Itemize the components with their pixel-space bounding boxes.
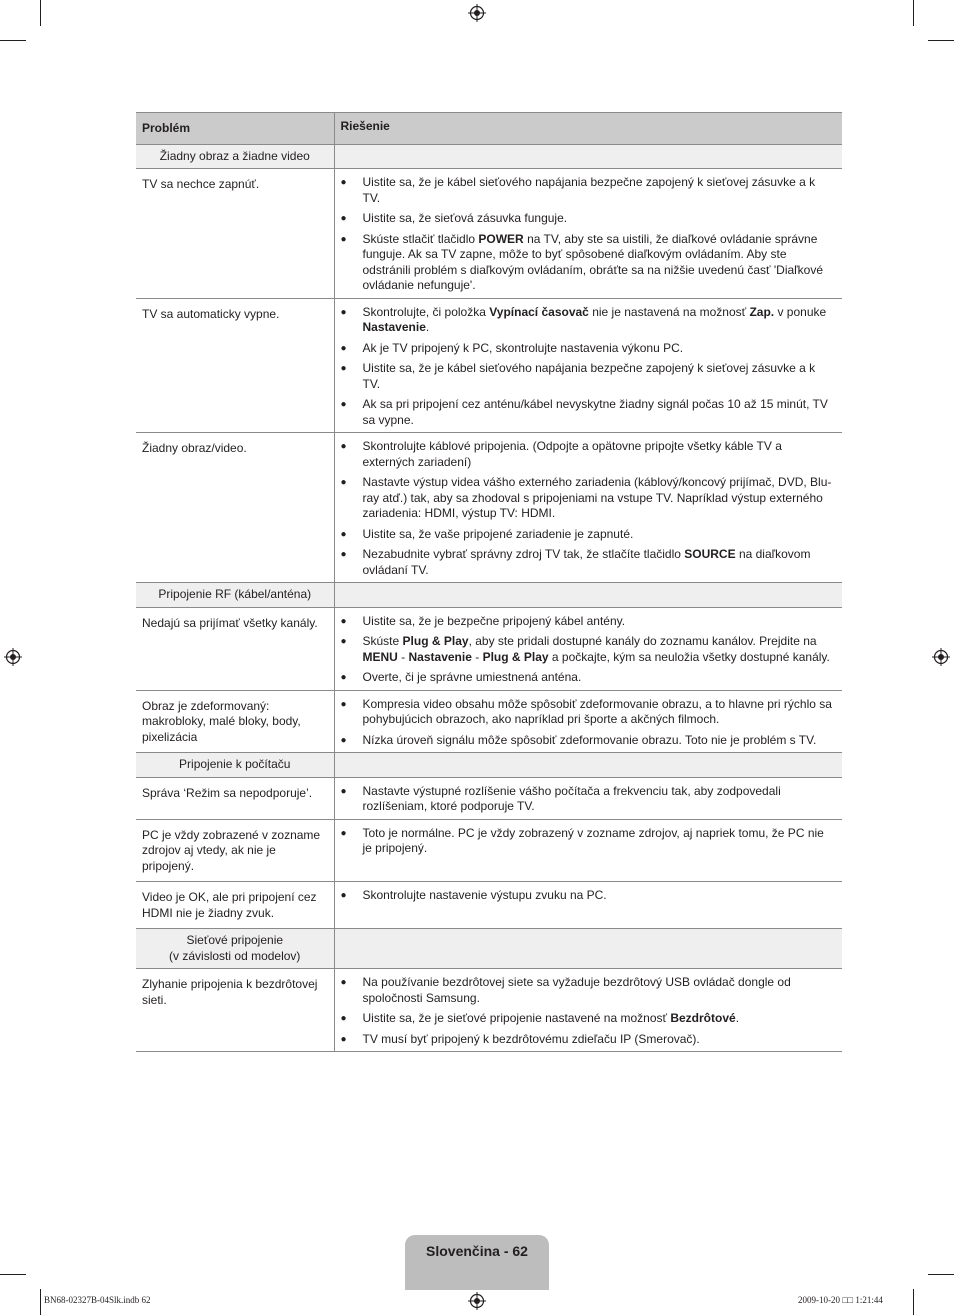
solution-item: ● Uistite sa, že je sieťové pripojenie nastavené na možnosť Bezdrôtové. bbox=[341, 1011, 835, 1027]
solution-list bbox=[341, 439, 835, 578]
section-row bbox=[136, 583, 842, 608]
problem-cell: Zlyhanie pripojenia k bezdrôtovej sieti. bbox=[136, 969, 334, 1052]
solution-item: ● Skontrolujte nastavenie výstupu zvuku na PC. bbox=[341, 888, 835, 904]
solution-cell bbox=[334, 433, 842, 583]
table-row bbox=[136, 819, 842, 882]
solution-item: ● Nastavte výstupné rozlíšenie vášho počítača a frekvenciu tak, aby zodpovedali rozlíšeniam, ktoré podporuje TV. bbox=[341, 784, 835, 815]
solution-cell bbox=[334, 607, 842, 690]
solution-item: ● Uistite sa, že je kábel sieťového napájania bezpečne zapojený k sieťovej zásuvke a k TV. bbox=[341, 175, 835, 206]
solution-cell bbox=[334, 298, 842, 433]
table-row bbox=[136, 690, 842, 753]
solution-item: ● Uistite sa, že je kábel sieťového napájania bezpečne zapojený k sieťovej zásuvke a k TV. bbox=[341, 361, 835, 392]
solution-item: ● Ak je TV pripojený k PC, skontrolujte nastavenia výkonu PC. bbox=[341, 341, 835, 357]
solution-list bbox=[341, 305, 835, 429]
solution-cell bbox=[334, 690, 842, 753]
troubleshooting-table bbox=[136, 112, 842, 1052]
page-label: Slovenčina - 62 bbox=[426, 1243, 528, 1259]
problem-cell: Video je OK, ale pri pripojení cez HDMI nie je žiadny zvuk. bbox=[136, 882, 334, 929]
solution-cell bbox=[334, 819, 842, 882]
table-header-row bbox=[136, 113, 842, 145]
section-blank bbox=[334, 583, 842, 608]
solution-item: ● TV musí byť pripojený k bezdrôtovému zdieľaču IP (Smerovač). bbox=[341, 1032, 835, 1048]
print-slug-right: 2009-10-20 □□ 1:21:44 bbox=[798, 1295, 883, 1305]
solution-list bbox=[341, 975, 835, 1047]
section-blank bbox=[334, 144, 842, 169]
solution-item: ● Skúste stlačiť tlačidlo POWER na TV, aby ste sa uistili, že diaľkové ovládanie správne funguje. Ak sa TV zapne, môže to byť spôsobené diaľkovým ovládaním. Aby ste odstránili problém s diaľkovým ovládaním, obráťte sa na nižšie uvedenú časť 'Diaľkové ovládanie nefunguje'. bbox=[341, 232, 835, 294]
problem-cell: Žiadny obraz/video. bbox=[136, 433, 334, 583]
crop-mark bbox=[928, 1274, 954, 1275]
section-title: Pripojenie k počítaču bbox=[136, 753, 334, 778]
registration-mark-icon bbox=[932, 648, 950, 666]
solution-item: ● Ak sa pri pripojení cez anténu/kábel nevyskytne žiadny signál počas 10 až 15 minút, TV sa vypne. bbox=[341, 397, 835, 428]
troubleshooting-table-body bbox=[136, 113, 842, 1052]
solution-item: ● Nízka úroveň signálu môže spôsobiť zdeformovanie obrazu. Toto nie je problém s TV. bbox=[341, 733, 835, 749]
section-title: Žiadny obraz a žiadne video bbox=[136, 144, 334, 169]
crop-mark bbox=[40, 0, 41, 26]
solution-cell bbox=[334, 169, 842, 299]
solution-item: ● Skúste Plug & Play, aby ste pridali dostupné kanály do zoznamu kanálov. Prejdite na MENU - Nastavenie - Plug & Play a počkajte, kým sa neuložia všetky dostupné kanály. bbox=[341, 634, 835, 665]
table-row bbox=[136, 882, 842, 929]
crop-mark bbox=[40, 1289, 41, 1315]
solution-list bbox=[341, 614, 835, 686]
table-row bbox=[136, 969, 842, 1052]
problem-cell: PC je vždy zobrazené v zozname zdrojov aj vtedy, ak nie je pripojený. bbox=[136, 819, 334, 882]
registration-mark-icon bbox=[468, 4, 486, 22]
section-row bbox=[136, 929, 842, 969]
solution-item: ● Uistite sa, že sieťová zásuvka funguje. bbox=[341, 211, 835, 227]
solution-item: ● Nastavte výstup videa vášho externého zariadenia (káblový/koncový prijímač, DVD, Blu-ray atď.) tak, aby sa zhodoval s pripojeniami na vstupe TV. Napríklad výstup externého zariadenia: HDMI, výstup TV: HDMI. bbox=[341, 475, 835, 522]
solution-cell bbox=[334, 777, 842, 819]
crop-mark bbox=[0, 40, 26, 41]
solution-cell bbox=[334, 882, 842, 929]
solution-item: ● Toto je normálne. PC je vždy zobrazený v zozname zdrojov, aj napriek tomu, že PC nie je pripojený. bbox=[341, 826, 835, 857]
solution-item: ● Uistite sa, že vaše pripojené zariadenie je zapnuté. bbox=[341, 527, 835, 543]
crop-mark bbox=[913, 1289, 914, 1315]
table-row bbox=[136, 433, 842, 583]
solution-item: ● Skontrolujte, či položka Vypínací časovač nie je nastavená na možnosť Zap. v ponuke Nastavenie. bbox=[341, 305, 835, 336]
header-solution: Riešenie bbox=[334, 113, 842, 145]
section-blank bbox=[334, 929, 842, 969]
registration-mark-icon bbox=[4, 648, 22, 666]
solution-list bbox=[341, 697, 835, 749]
solution-item: ● Uistite sa, že je bezpečne pripojený kábel antény. bbox=[341, 614, 835, 630]
solution-item: ● Na používanie bezdrôtovej siete sa vyžaduje bezdrôtový USB ovládač dongle od spoločnosti Samsung. bbox=[341, 975, 835, 1006]
table-row bbox=[136, 607, 842, 690]
table-row bbox=[136, 777, 842, 819]
table-row bbox=[136, 298, 842, 433]
crop-mark bbox=[928, 40, 954, 41]
section-row bbox=[136, 144, 842, 169]
solution-item: ● Skontrolujte káblové pripojenia. (Odpojte a opätovne pripojte všetky káble TV a externých zariadení) bbox=[341, 439, 835, 470]
problem-cell: Obraz je zdeformovaný: makrobloky, malé bloky, body, pixelizácia bbox=[136, 690, 334, 753]
solution-cell bbox=[334, 969, 842, 1052]
registration-mark-icon bbox=[468, 1292, 486, 1310]
section-blank bbox=[334, 753, 842, 778]
page-number-tab bbox=[405, 1235, 549, 1290]
problem-cell: Nedajú sa prijímať všetky kanály. bbox=[136, 607, 334, 690]
print-slug-left: BN68-02327B-04Slk.indb 62 bbox=[44, 1295, 151, 1305]
solution-item: ● Nezabudnite vybrať správny zdroj TV tak, že stlačíte tlačidlo SOURCE na diaľkovom ovládaní TV. bbox=[341, 547, 835, 578]
crop-mark bbox=[913, 0, 914, 26]
table-row bbox=[136, 169, 842, 299]
crop-mark bbox=[0, 1274, 26, 1275]
solution-list bbox=[341, 784, 835, 815]
section-row bbox=[136, 753, 842, 778]
problem-cell: TV sa automaticky vypne. bbox=[136, 298, 334, 433]
section-title: Pripojenie RF (kábel/anténa) bbox=[136, 583, 334, 608]
solution-list bbox=[341, 826, 835, 857]
problem-cell: TV sa nechce zapnúť. bbox=[136, 169, 334, 299]
solution-item: ● Overte, či je správne umiestnená anténa. bbox=[341, 670, 835, 686]
header-problem: Problém bbox=[136, 113, 334, 145]
solution-item: ● Kompresia video obsahu môže spôsobiť zdeformovanie obrazu, a to hlavne pri rýchlo sa pohybujúcich obrazoch, ako napríklad pri športe a akčných filmoch. bbox=[341, 697, 835, 728]
problem-cell: Správa ‘Režim sa nepodporuje’. bbox=[136, 777, 334, 819]
solution-list bbox=[341, 888, 835, 904]
solution-list bbox=[341, 175, 835, 294]
section-title: Sieťové pripojenie (v závislosti od modelov) bbox=[136, 929, 334, 969]
